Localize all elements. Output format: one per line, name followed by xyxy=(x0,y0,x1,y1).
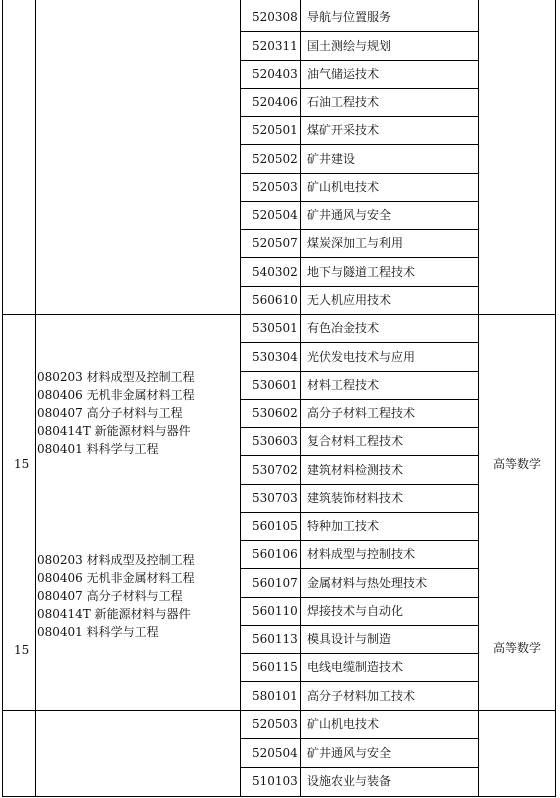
major-name: 材料成型与控制技术 xyxy=(307,547,416,561)
major-name: 特种加工技术 xyxy=(307,519,380,533)
major-name: 煤炭深加工与利用 xyxy=(307,236,404,250)
major-code: 560115 xyxy=(252,660,298,674)
major-code: 560105 xyxy=(252,519,298,533)
major-name: 焊接技术与自动化 xyxy=(307,604,404,618)
group-number: 15 xyxy=(14,643,30,657)
major-code: 560106 xyxy=(252,547,298,561)
subject-item: 080414T 新能源材料与器件 xyxy=(37,424,191,438)
row-line xyxy=(240,286,479,287)
major-name: 高分子材料工程技术 xyxy=(307,406,416,420)
major-code: 540302 xyxy=(252,265,298,279)
subject-item: 080401 料科学与工程 xyxy=(37,625,159,639)
block-boundary xyxy=(2,710,556,711)
major-code: 530601 xyxy=(252,378,298,392)
major-code: 520406 xyxy=(252,95,298,109)
major-name: 煤矿开采技术 xyxy=(307,123,380,137)
major-code: 560113 xyxy=(252,632,298,646)
major-code: 520308 xyxy=(252,10,298,24)
major-name: 光伏发电技术与应用 xyxy=(307,350,416,364)
row-line xyxy=(240,597,479,598)
subject-item: 080203 材料成型及控制工程 xyxy=(37,553,195,567)
major-name: 有色冶金技术 xyxy=(307,321,380,335)
major-code: 520501 xyxy=(252,123,298,137)
exam-course: 高等数学 xyxy=(493,641,542,655)
major-name: 石油工程技术 xyxy=(307,95,380,109)
major-code: 520503 xyxy=(252,717,298,731)
row-line xyxy=(240,173,479,174)
major-code: 560110 xyxy=(252,604,298,618)
row-line xyxy=(240,399,479,400)
grid-vline xyxy=(35,0,36,797)
grid-vline xyxy=(555,0,556,797)
row-line xyxy=(240,116,479,117)
major-name: 地下与隧道工程技术 xyxy=(307,265,416,279)
subject-item: 080203 材料成型及控制工程 xyxy=(37,370,195,384)
major-code: 510103 xyxy=(252,774,298,788)
major-name: 无人机应用技术 xyxy=(307,293,392,307)
row-line xyxy=(240,767,479,768)
row-line xyxy=(240,484,479,485)
row-line xyxy=(240,625,479,626)
major-name: 矿山机电技术 xyxy=(307,180,380,194)
major-code: 520504 xyxy=(252,746,298,760)
major-name: 金属材料与热处理技术 xyxy=(307,576,428,590)
major-code: 530603 xyxy=(252,434,298,448)
row-line xyxy=(240,60,479,61)
major-code: 520503 xyxy=(252,180,298,194)
major-name: 建筑材料检测技术 xyxy=(307,463,404,477)
subject-item: 080401 料科学与工程 xyxy=(37,442,159,456)
major-name: 复合材料工程技术 xyxy=(307,434,404,448)
major-name: 电线电缆制造技术 xyxy=(307,660,404,674)
major-name: 油气储运技术 xyxy=(307,67,380,81)
major-name: 材料工程技术 xyxy=(307,378,380,392)
row-line xyxy=(240,512,479,513)
row-line xyxy=(240,738,479,739)
row-line xyxy=(240,229,479,230)
row-line xyxy=(240,681,479,682)
major-code: 520504 xyxy=(252,208,298,222)
major-name: 国土测绘与规划 xyxy=(307,39,392,53)
subject-item: 080406 无机非金属材料工程 xyxy=(37,571,195,585)
major-code: 530702 xyxy=(252,463,298,477)
major-code: 530703 xyxy=(252,491,298,505)
subject-item: 080407 高分子材料与工程 xyxy=(37,589,183,603)
subject-item: 080407 高分子材料与工程 xyxy=(37,406,183,420)
group-number: 15 xyxy=(14,457,30,471)
block-boundary xyxy=(2,314,556,315)
major-code: 530501 xyxy=(252,321,298,335)
major-code: 560107 xyxy=(252,576,298,590)
major-code: 580101 xyxy=(252,689,298,703)
subject-item: 080406 无机非金属材料工程 xyxy=(37,388,195,402)
major-name: 设施农业与装备 xyxy=(307,774,392,788)
subject-item: 080414T 新能源材料与器件 xyxy=(37,607,191,621)
major-code: 530602 xyxy=(252,406,298,420)
major-name: 矿井建设 xyxy=(307,152,356,166)
major-code: 520502 xyxy=(252,152,298,166)
row-line xyxy=(240,568,479,569)
row-line xyxy=(240,257,479,258)
block-boundary xyxy=(2,796,556,797)
major-code: 520507 xyxy=(252,236,298,250)
row-line xyxy=(240,88,479,89)
major-code: 560610 xyxy=(252,293,298,307)
major-name: 矿井通风与安全 xyxy=(307,746,392,760)
row-line xyxy=(240,144,479,145)
major-name: 模具设计与制造 xyxy=(307,632,392,646)
row-line xyxy=(240,540,479,541)
major-code: 530304 xyxy=(252,350,298,364)
major-name: 矿井通风与安全 xyxy=(307,208,392,222)
row-line xyxy=(240,31,479,32)
exam-course: 高等数学 xyxy=(493,457,542,471)
major-code: 520311 xyxy=(252,39,298,53)
row-line xyxy=(240,653,479,654)
row-line xyxy=(240,201,479,202)
major-code: 520403 xyxy=(252,67,298,81)
row-line xyxy=(240,427,479,428)
major-name: 建筑装饰材料技术 xyxy=(307,491,404,505)
row-line xyxy=(240,371,479,372)
major-name: 导航与位置服务 xyxy=(307,10,392,24)
row-line xyxy=(240,455,479,456)
grid-vline xyxy=(2,0,3,797)
major-name: 高分子材料加工技术 xyxy=(307,689,416,703)
major-name: 矿山机电技术 xyxy=(307,717,380,731)
row-line xyxy=(240,342,479,343)
